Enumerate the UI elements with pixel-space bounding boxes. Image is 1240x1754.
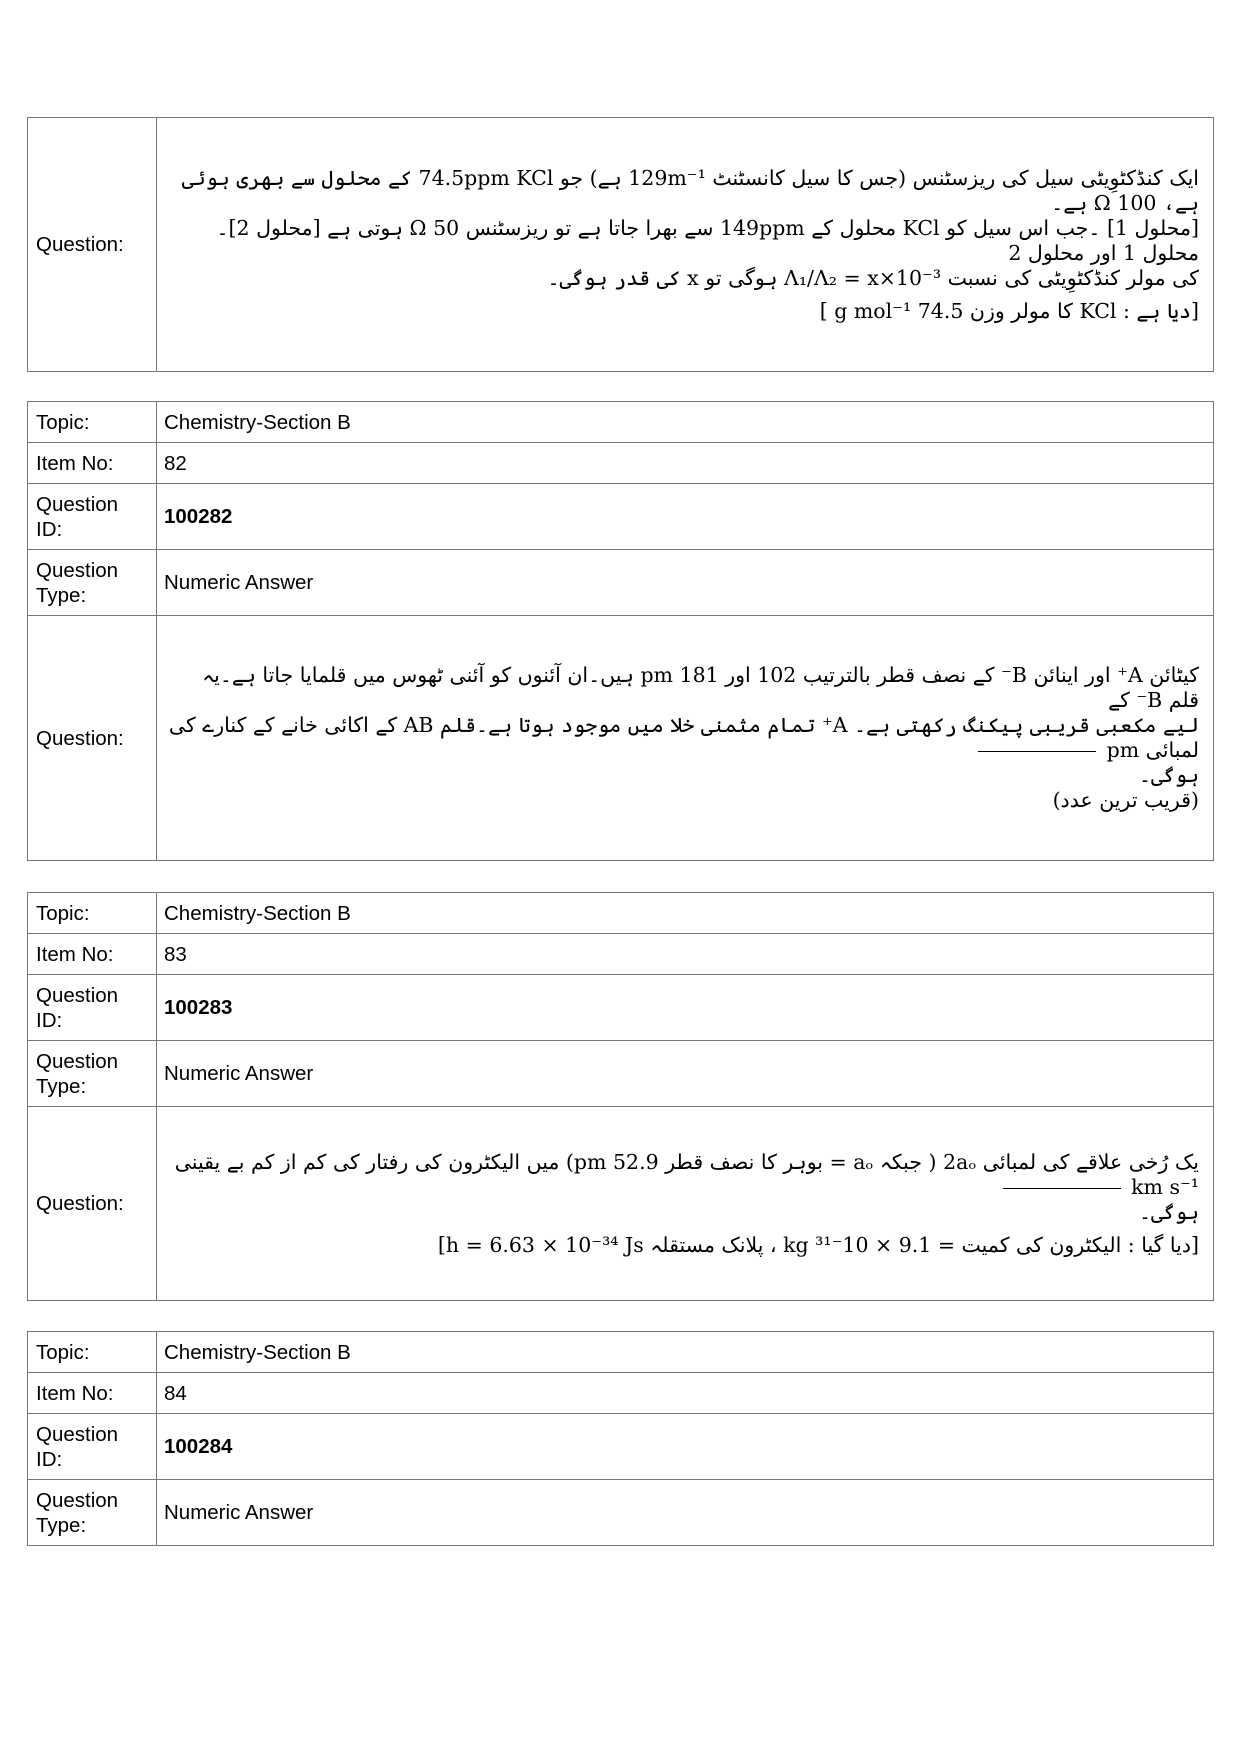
topic-label: Topic: xyxy=(28,893,157,934)
question-type-label: Question Type: xyxy=(28,1480,157,1546)
question-text xyxy=(157,1107,1214,1301)
question-id-value: 100283 xyxy=(157,975,1214,1041)
question-line: [محلول 1] ۔جب اس سیل کو KCl محلول کے 149ppm سے بھرا جاتا ہے تو ریزسٹنس 50 Ω ہوتی ہے [محلول 2]۔ محلول 1 اور محلول 2 xyxy=(216,215,1199,265)
question-line: کی مولر کنڈکٹوِیٹی کی نسبت Λ₁/Λ₂ = x×10⁻³ ہوگی تو x کی قدر ہوگی۔ xyxy=(547,265,1199,290)
question-line: لیے مکعبی قریبی پیکنگ رکھتی ہے۔ A⁺ تمام مثمنی خلا میں موجود ہوتا ہے۔قلم AB کے اکائی خانے کے کنارے کی لمبائی pm xyxy=(168,713,1199,762)
question-type-value: Numeric Answer xyxy=(157,1041,1214,1107)
question-id-label: Question ID: xyxy=(28,975,157,1041)
question-text xyxy=(157,118,1214,372)
question-block-84 xyxy=(27,1331,1214,1546)
question-line-with-blank xyxy=(167,1150,1199,1200)
topic-value: Chemistry-Section B xyxy=(157,893,1214,934)
question-line: (قریب ترین عدد) xyxy=(1052,788,1199,812)
question-text xyxy=(157,616,1214,861)
question-id-label: Question ID: xyxy=(28,1414,157,1480)
question-type-label: Question Type: xyxy=(28,550,157,616)
question-block-83 xyxy=(27,892,1214,1301)
question-label: Question: xyxy=(28,1107,157,1301)
question-line: ایک کنڈکٹوِیٹی سیل کی ریزسٹنس (جس کا سیل کانسٹنٹ 129m⁻¹ ہے) جو 74.5ppm KCl کے محلول سے بھری ہوئی ہے، 100 Ω ہے۔ xyxy=(181,165,1199,215)
question-type-value: Numeric Answer xyxy=(157,550,1214,616)
answer-blank xyxy=(1003,1188,1121,1189)
question-line: [دیا ہے : KCl کا مولر وزن 74.5 g mol⁻¹ ] xyxy=(819,298,1199,323)
question-line: [دیا گیا : الیکٹرون کی کمیت = 9.1 × 10⁻³¹ kg ، پلانک مستقلہ h = 6.63 × 10⁻³⁴ Js] xyxy=(437,1232,1199,1257)
question-id-value: 100284 xyxy=(157,1414,1214,1480)
question-line-with-blank xyxy=(167,713,1199,763)
question-type-value: Numeric Answer xyxy=(157,1480,1214,1546)
question-label: Question: xyxy=(28,118,157,372)
topic-label: Topic: xyxy=(28,1332,157,1373)
topic-value: Chemistry-Section B xyxy=(157,402,1214,443)
question-line: کیٹائن A⁺ اور اینائن B⁻ کے نصف قطر بالترتیب 102 اور 181 pm ہیں۔ان آئنوں کو آئنی ٹھوس میں قلمایا جاتا ہے۔یہ قلم B⁻ کے xyxy=(202,663,1199,712)
question-block-82 xyxy=(27,401,1214,861)
item-no-label: Item No: xyxy=(28,934,157,975)
item-no-value: 82 xyxy=(157,443,1214,484)
topic-value: Chemistry-Section B xyxy=(157,1332,1214,1373)
question-type-label: Question Type: xyxy=(28,1041,157,1107)
item-no-value: 83 xyxy=(157,934,1214,975)
item-no-label: Item No: xyxy=(28,1373,157,1414)
topic-label: Topic: xyxy=(28,402,157,443)
answer-blank xyxy=(978,751,1096,752)
question-line: ہوگی۔ xyxy=(1138,763,1199,787)
question-line: ہوگی۔ xyxy=(1138,1199,1199,1224)
item-no-value: 84 xyxy=(157,1373,1214,1414)
question-line: یک رُخی علاقے کی لمبائی 2aₒ ( جبکہ aₒ = بوہر کا نصف قطر 52.9 pm) میں الیکٹرون کی رفتار کی کم از کم بے یقینی km s⁻¹ xyxy=(174,1149,1199,1199)
question-label: Question: xyxy=(28,616,157,861)
question-id-label: Question ID: xyxy=(28,484,157,550)
question-id-value: 100282 xyxy=(157,484,1214,550)
item-no-label: Item No: xyxy=(28,443,157,484)
question-block-81 xyxy=(27,117,1214,372)
